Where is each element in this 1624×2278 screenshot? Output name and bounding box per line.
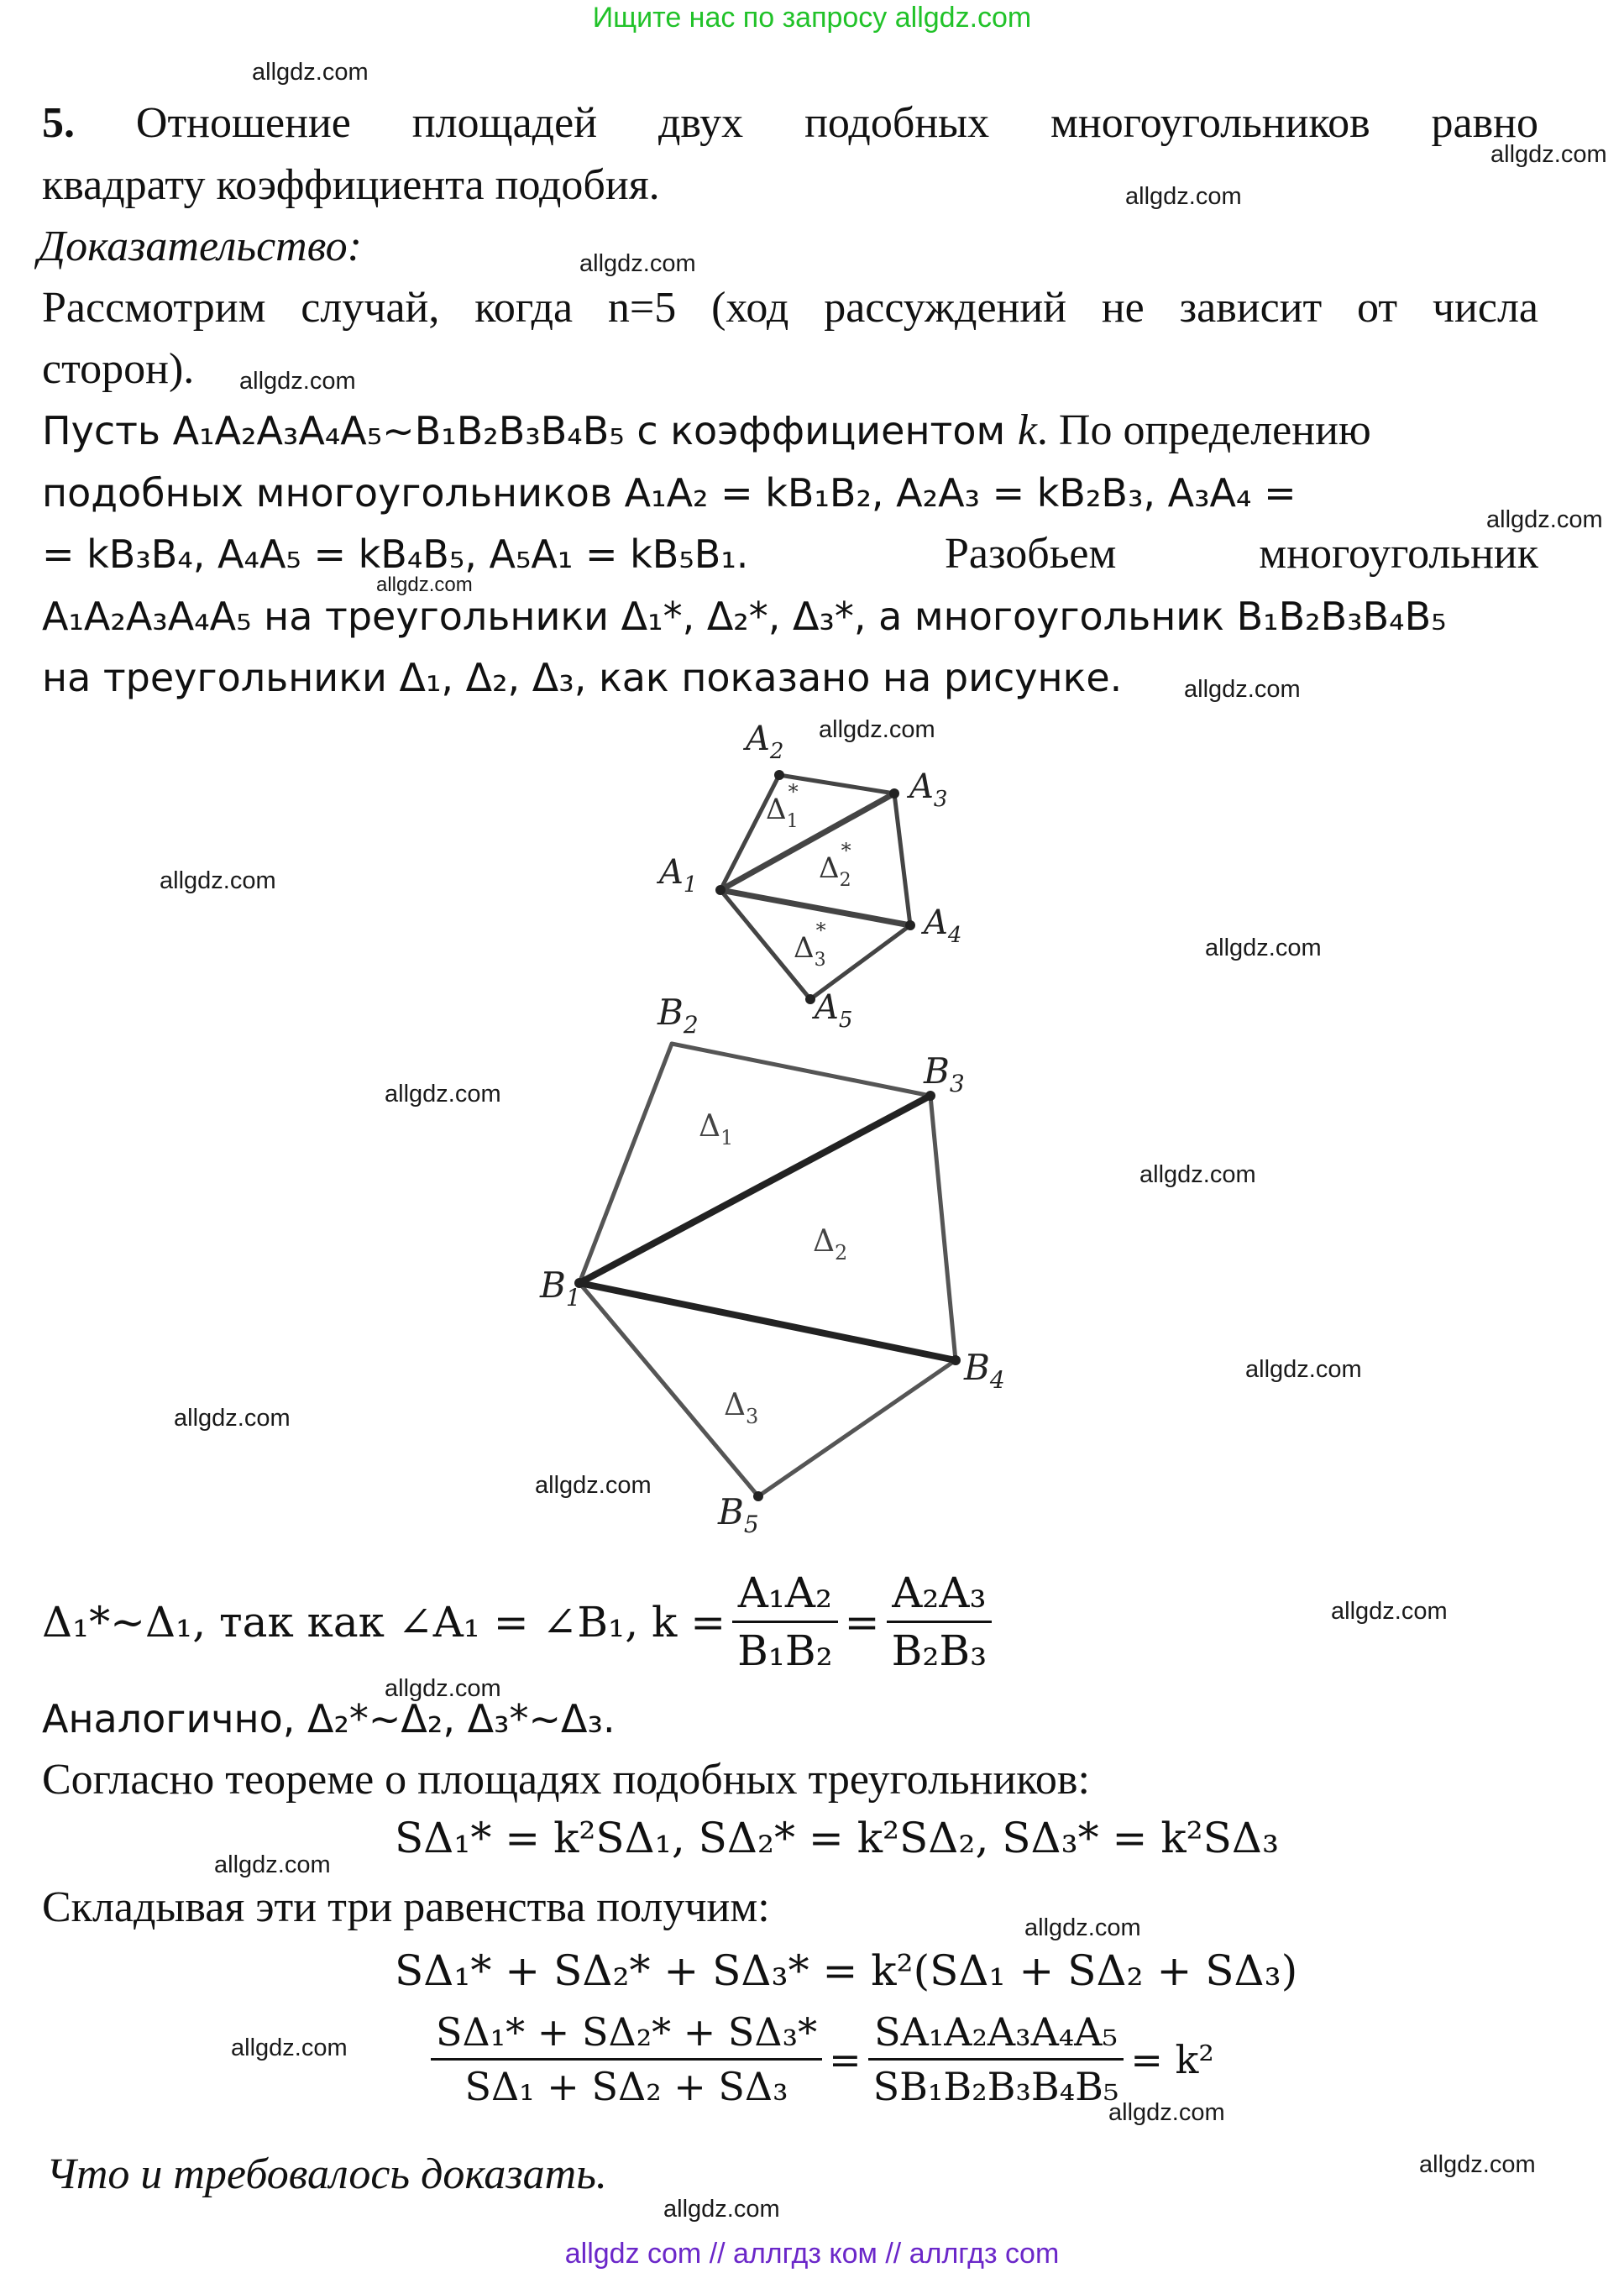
watermark: allgdz.com [1486,506,1603,533]
label-delta-3-star: $\Delta_3*$ [794,919,826,971]
watermark: allgdz.com [252,59,369,86]
adding-line: Складывая эти три равенства получим: [42,1883,770,1931]
label-delta-2-star: $\Delta_2*$ [819,839,851,891]
equals-sign: = [829,2036,862,2082]
fraction-denominator: B₂B₃ [891,1626,987,1675]
case-line-1: Рассмотрим случай, когда n=5 (ход рассуждений не зависит от числа [42,284,1538,332]
fraction-a2a3-b2b3 [887,1568,993,1675]
ratio-denominator: SΔ₁ + SΔ₂ + SΔ₃ [464,2064,788,2109]
top-banner[interactable]: Ищите нас по запросу allgdz.com [592,2,1032,34]
label-a3: $A_3$ [909,767,948,812]
ratio-fraction-1 [431,2009,822,2109]
watermark: allgdz.com [1331,1598,1448,1625]
watermark: allgdz.com [1024,1914,1141,1941]
label-b2: $B_2$ [657,992,699,1039]
watermark: allgdz.com [231,2034,348,2061]
label-a1: $A_1$ [659,853,698,898]
watermark: allgdz.com [579,250,696,277]
label-b3: $B_3$ [924,1050,965,1097]
area-equations: SΔ₁* = k²SΔ₁, SΔ₂* = k²SΔ₂, SΔ₃* = k²SΔ₃ [395,1814,1280,1862]
watermark: allgdz.com [174,1405,291,1432]
equality-text: = kB₃B₄, A₄A₅ = kB₄B₅, A₅A₁ = kB₅B₁. [42,532,749,577]
theorem-number: 5. [42,99,75,147]
fraction-denominator: B₁B₂ [737,1626,833,1675]
label-delta-2: $\Delta_2$ [813,1224,848,1265]
theorem-text: Отношение площадей двух подобных многоугольников равно [135,99,1538,147]
similarity-text: Δ₁*~Δ₁, так как ∠A₁ = ∠B₁, k = [42,1597,726,1647]
label-a5: $A_5$ [815,988,853,1033]
suppose-text-b: . По определению [1036,406,1371,454]
label-a2: $A_2$ [746,720,784,764]
fraction-numerator: A₂A₃ [887,1568,993,1623]
watermark: allgdz.com [1125,183,1242,210]
definition-text: подобных многоугольников A₁A₂ = kB₁B₂, A₂A₃ = kB₂B₃, A₃A₄ = [42,470,1297,516]
ratio-fraction-2 [868,2009,1124,2109]
watermark: allgdz.com [1490,141,1607,168]
fraction-a1a2-b1b2 [732,1568,838,1675]
watermark: allgdz.com [160,867,276,894]
label-b1: $B_1$ [540,1265,581,1312]
label-delta-3: $\Delta_3$ [724,1388,759,1428]
label-delta-1-star: $\Delta_1*$ [766,780,799,832]
ratio-numerator-polygon: SA₁A₂A₃A₄A₅ [868,2009,1124,2061]
analog-text: Аналогично, Δ₂*~Δ₂, Δ₃*~Δ₃. [42,1696,616,1741]
watermark: allgdz.com [385,1081,501,1108]
equals-k-squared: = k² [1130,2036,1214,2082]
watermark: allgdz.com [1419,2151,1536,2178]
proof-heading: Доказательство: [38,223,362,270]
label-delta-1: $\Delta_1$ [699,1109,734,1149]
label-a4: $A_4$ [924,903,962,948]
label-b4: $B_4$ [964,1347,1005,1394]
bottom-banner[interactable]: allgdz com // аллгдз ком // аллгдз com [564,2238,1060,2270]
equals-sign: = [844,1597,880,1647]
theorem-reference: Согласно теореме о площадях подобных треугольников: [42,1756,1090,1804]
sum-equation: SΔ₁* + SΔ₂* + SΔ₃* = k²(SΔ₁ + SΔ₂ + SΔ₃) [395,1946,1298,1995]
label-b5: $B_5$ [718,1491,759,1538]
fraction-numerator: A₁A₂ [732,1568,838,1623]
split-word-2: многоугольник [1259,530,1538,578]
watermark: allgdz.com [1245,1356,1362,1383]
watermark: allgdz.com [214,1851,331,1878]
similarity-line [42,1568,998,1675]
watermark: allgdz.com [1205,935,1322,961]
watermark: allgdz.com [535,1472,652,1499]
suppose-k: k [1017,406,1037,454]
split-text-3: на треугольники Δ₁, Δ₂, Δ₃, как показано на рисунке. [42,655,1123,700]
watermark: allgdz.com [1184,676,1301,703]
ratio-equation [424,2009,1214,2109]
qed-line: Что и требовалось доказать. [46,2150,607,2198]
watermark: allgdz.com [1108,2099,1225,2126]
watermark: allgdz.com [819,716,935,743]
ratio-numerator: SΔ₁* + SΔ₂* + SΔ₃* [431,2009,822,2061]
watermark: allgdz.com [376,573,473,596]
split-text-2: A₁A₂A₃A₄A₅ на треугольники Δ₁*, Δ₂*, Δ₃*, а многоугольник B₁B₂B₃B₄B₅ [42,594,1447,639]
watermark: allgdz.com [663,2196,780,2223]
large-pentagon [579,1044,956,1496]
suppose-text-a: Пусть A₁A₂A₃A₄A₅~B₁B₂B₃B₄B₅ с коэффициентом [42,408,1018,453]
watermark: allgdz.com [1139,1161,1256,1188]
watermark: allgdz.com [385,1675,501,1702]
ratio-denominator-polygon: SB₁B₂B₃B₄B₅ [872,2064,1119,2109]
watermark: allgdz.com [239,368,356,395]
theorem-line-2: квадрату коэффициента подобия. [42,161,660,209]
case-line-2: сторон). [42,345,195,393]
analog-line [42,1688,1538,1750]
split-word-1: Разобьем [945,530,1117,578]
